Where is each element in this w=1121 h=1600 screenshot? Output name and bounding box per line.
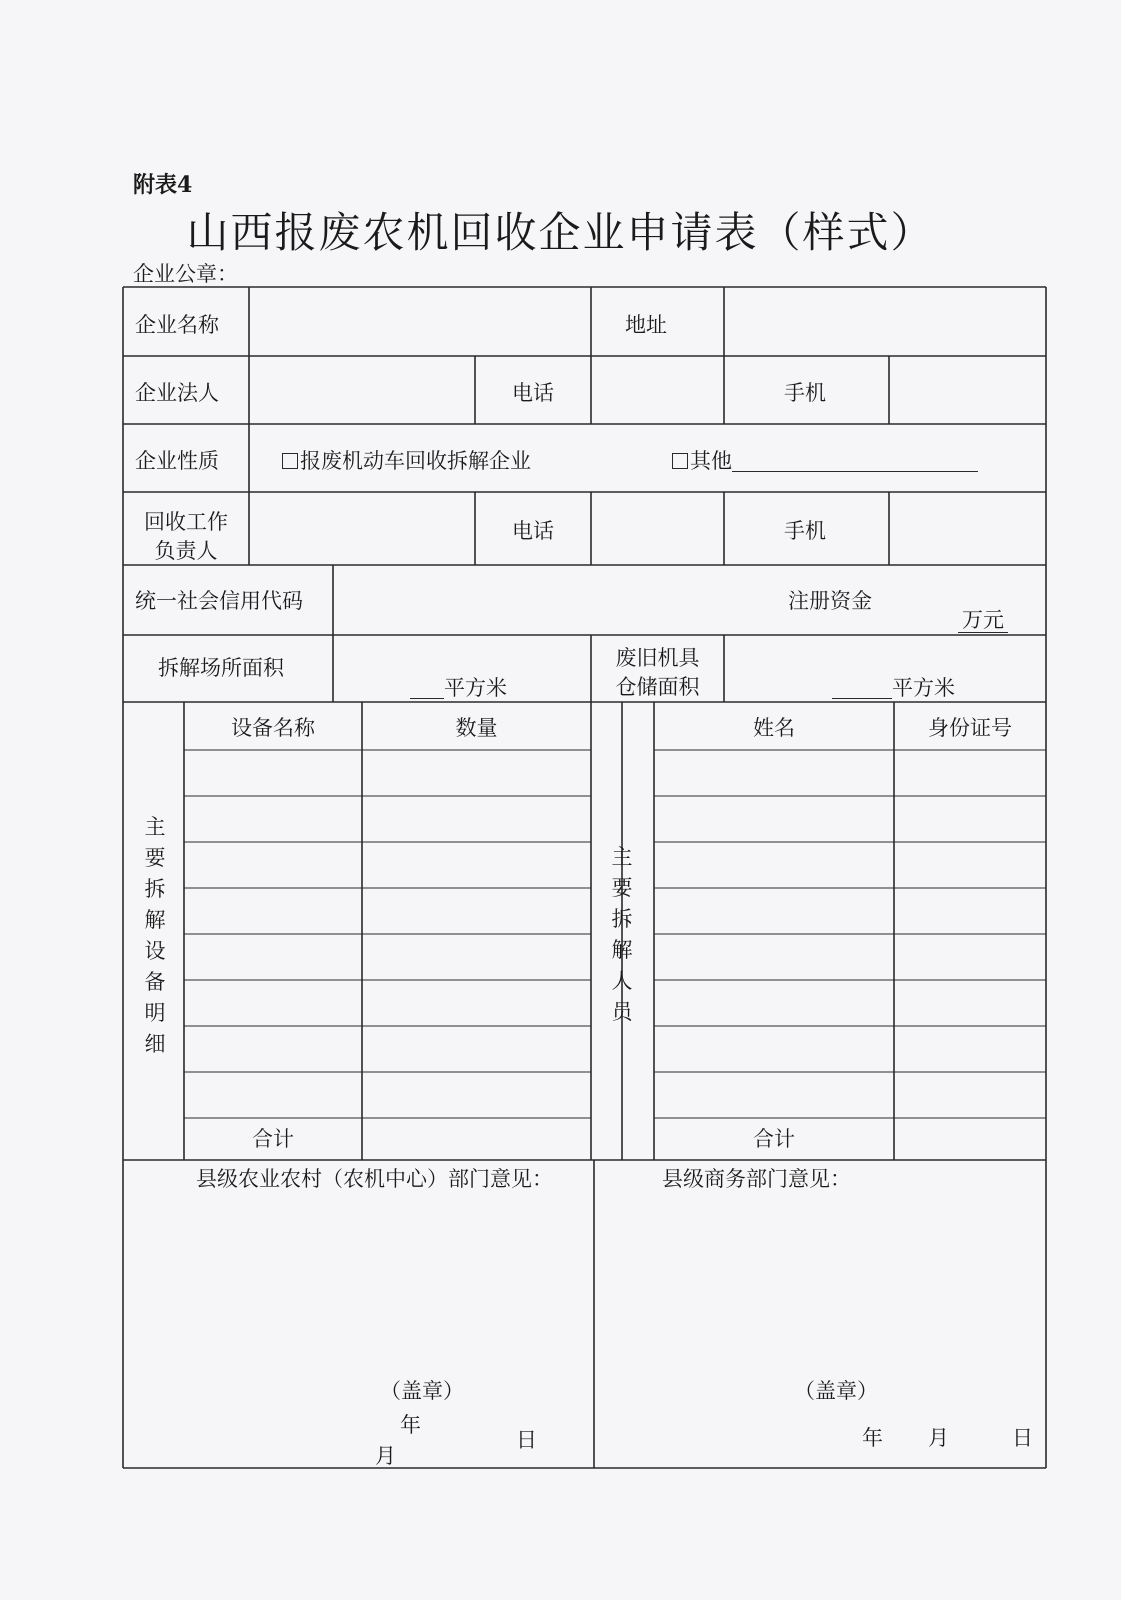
checkbox-icon[interactable] [672, 453, 688, 469]
credit-code-label: 统一社会信用代码 [135, 589, 303, 613]
mobile-label-2: 手机 [784, 519, 826, 543]
commerce-day-label: 日 [1012, 1426, 1033, 1450]
side-char: 解 [611, 938, 633, 962]
side-char: 备 [144, 970, 166, 994]
checkbox-icon[interactable] [282, 453, 298, 469]
phone-label-2: 电话 [512, 519, 554, 543]
side-char: 细 [144, 1032, 166, 1056]
nature-option-other[interactable] [672, 451, 978, 472]
nature-option-1-label: 报废机动车回收拆解企业 [300, 449, 531, 473]
phone-label: 电话 [512, 381, 554, 405]
capital-unit [958, 610, 1008, 631]
side-char: 主 [611, 845, 633, 869]
nature-option-2-label: 其他 [690, 449, 732, 473]
attachment-label: 附表4 [133, 172, 193, 198]
staff-id-header: 身份证号 [928, 716, 1012, 740]
other-fill-line[interactable] [732, 451, 978, 472]
address-label: 地址 [625, 313, 667, 337]
equipment-name-header: 设备名称 [231, 716, 315, 740]
commerce-stamp-label: （盖章） [794, 1379, 878, 1403]
side-char: 要 [611, 876, 633, 900]
dismantle-area-label: 拆解场所面积 [158, 656, 284, 680]
agri-stamp-label: （盖章） [380, 1379, 464, 1403]
sqm-text: 平方米 [444, 676, 507, 700]
equipment-qty-header: 数量 [455, 716, 498, 740]
side-char: 员 [611, 1000, 633, 1024]
side-char: 要 [144, 846, 166, 870]
mobile-label: 手机 [784, 381, 826, 405]
side-char: 设 [144, 939, 166, 963]
sqm-text-2: 平方米 [892, 676, 955, 700]
side-char: 主 [144, 815, 166, 839]
nature-option-vehicle-recycling[interactable] [282, 451, 531, 472]
dismantle-area-fill-line[interactable] [410, 678, 444, 699]
commerce-month-label: 月 [928, 1426, 949, 1450]
storage-area-label-2: 仓储面积 [615, 675, 700, 699]
side-char: 拆 [144, 877, 166, 901]
side-char: 解 [144, 908, 166, 932]
staff-total-label: 合计 [753, 1127, 795, 1151]
side-char: 拆 [611, 907, 633, 931]
storage-area-unit [832, 678, 955, 699]
recycle-contact-label-2: 负责人 [154, 539, 218, 563]
agri-year-label: 年 [400, 1413, 421, 1437]
agri-day-label: 日 [516, 1428, 537, 1452]
equipment-total-label: 合计 [252, 1127, 294, 1151]
side-char: 明 [144, 1001, 166, 1025]
commerce-year-label: 年 [862, 1426, 883, 1450]
agri-month-label: 月 [375, 1444, 396, 1468]
recycle-contact-label-1: 回收工作 [144, 510, 228, 534]
form-title: 山西报废农机回收企业申请表（样式） [186, 208, 935, 257]
legal-person-label: 企业法人 [135, 381, 219, 405]
agri-dept-opinion-label: 县级农业农村（农机中心）部门意见： [196, 1167, 553, 1191]
storage-area-fill-line[interactable] [832, 678, 892, 699]
commerce-dept-opinion-label: 县级商务部门意见： [662, 1167, 851, 1191]
staff-name-header: 姓名 [753, 716, 795, 740]
side-char: 人 [611, 969, 633, 993]
company-seal-label: 企业公章： [133, 262, 238, 286]
company-nature-label: 企业性质 [135, 449, 219, 473]
storage-area-label-1: 废旧机具 [615, 646, 700, 670]
registered-capital-label: 注册资金 [788, 589, 872, 613]
equipment-side-label [140, 812, 170, 1060]
dismantle-area-unit [410, 678, 507, 699]
capital-unit-text: 万元 [958, 608, 1008, 633]
company-name-label: 企业名称 [135, 313, 219, 337]
staff-side-label [607, 842, 637, 1028]
